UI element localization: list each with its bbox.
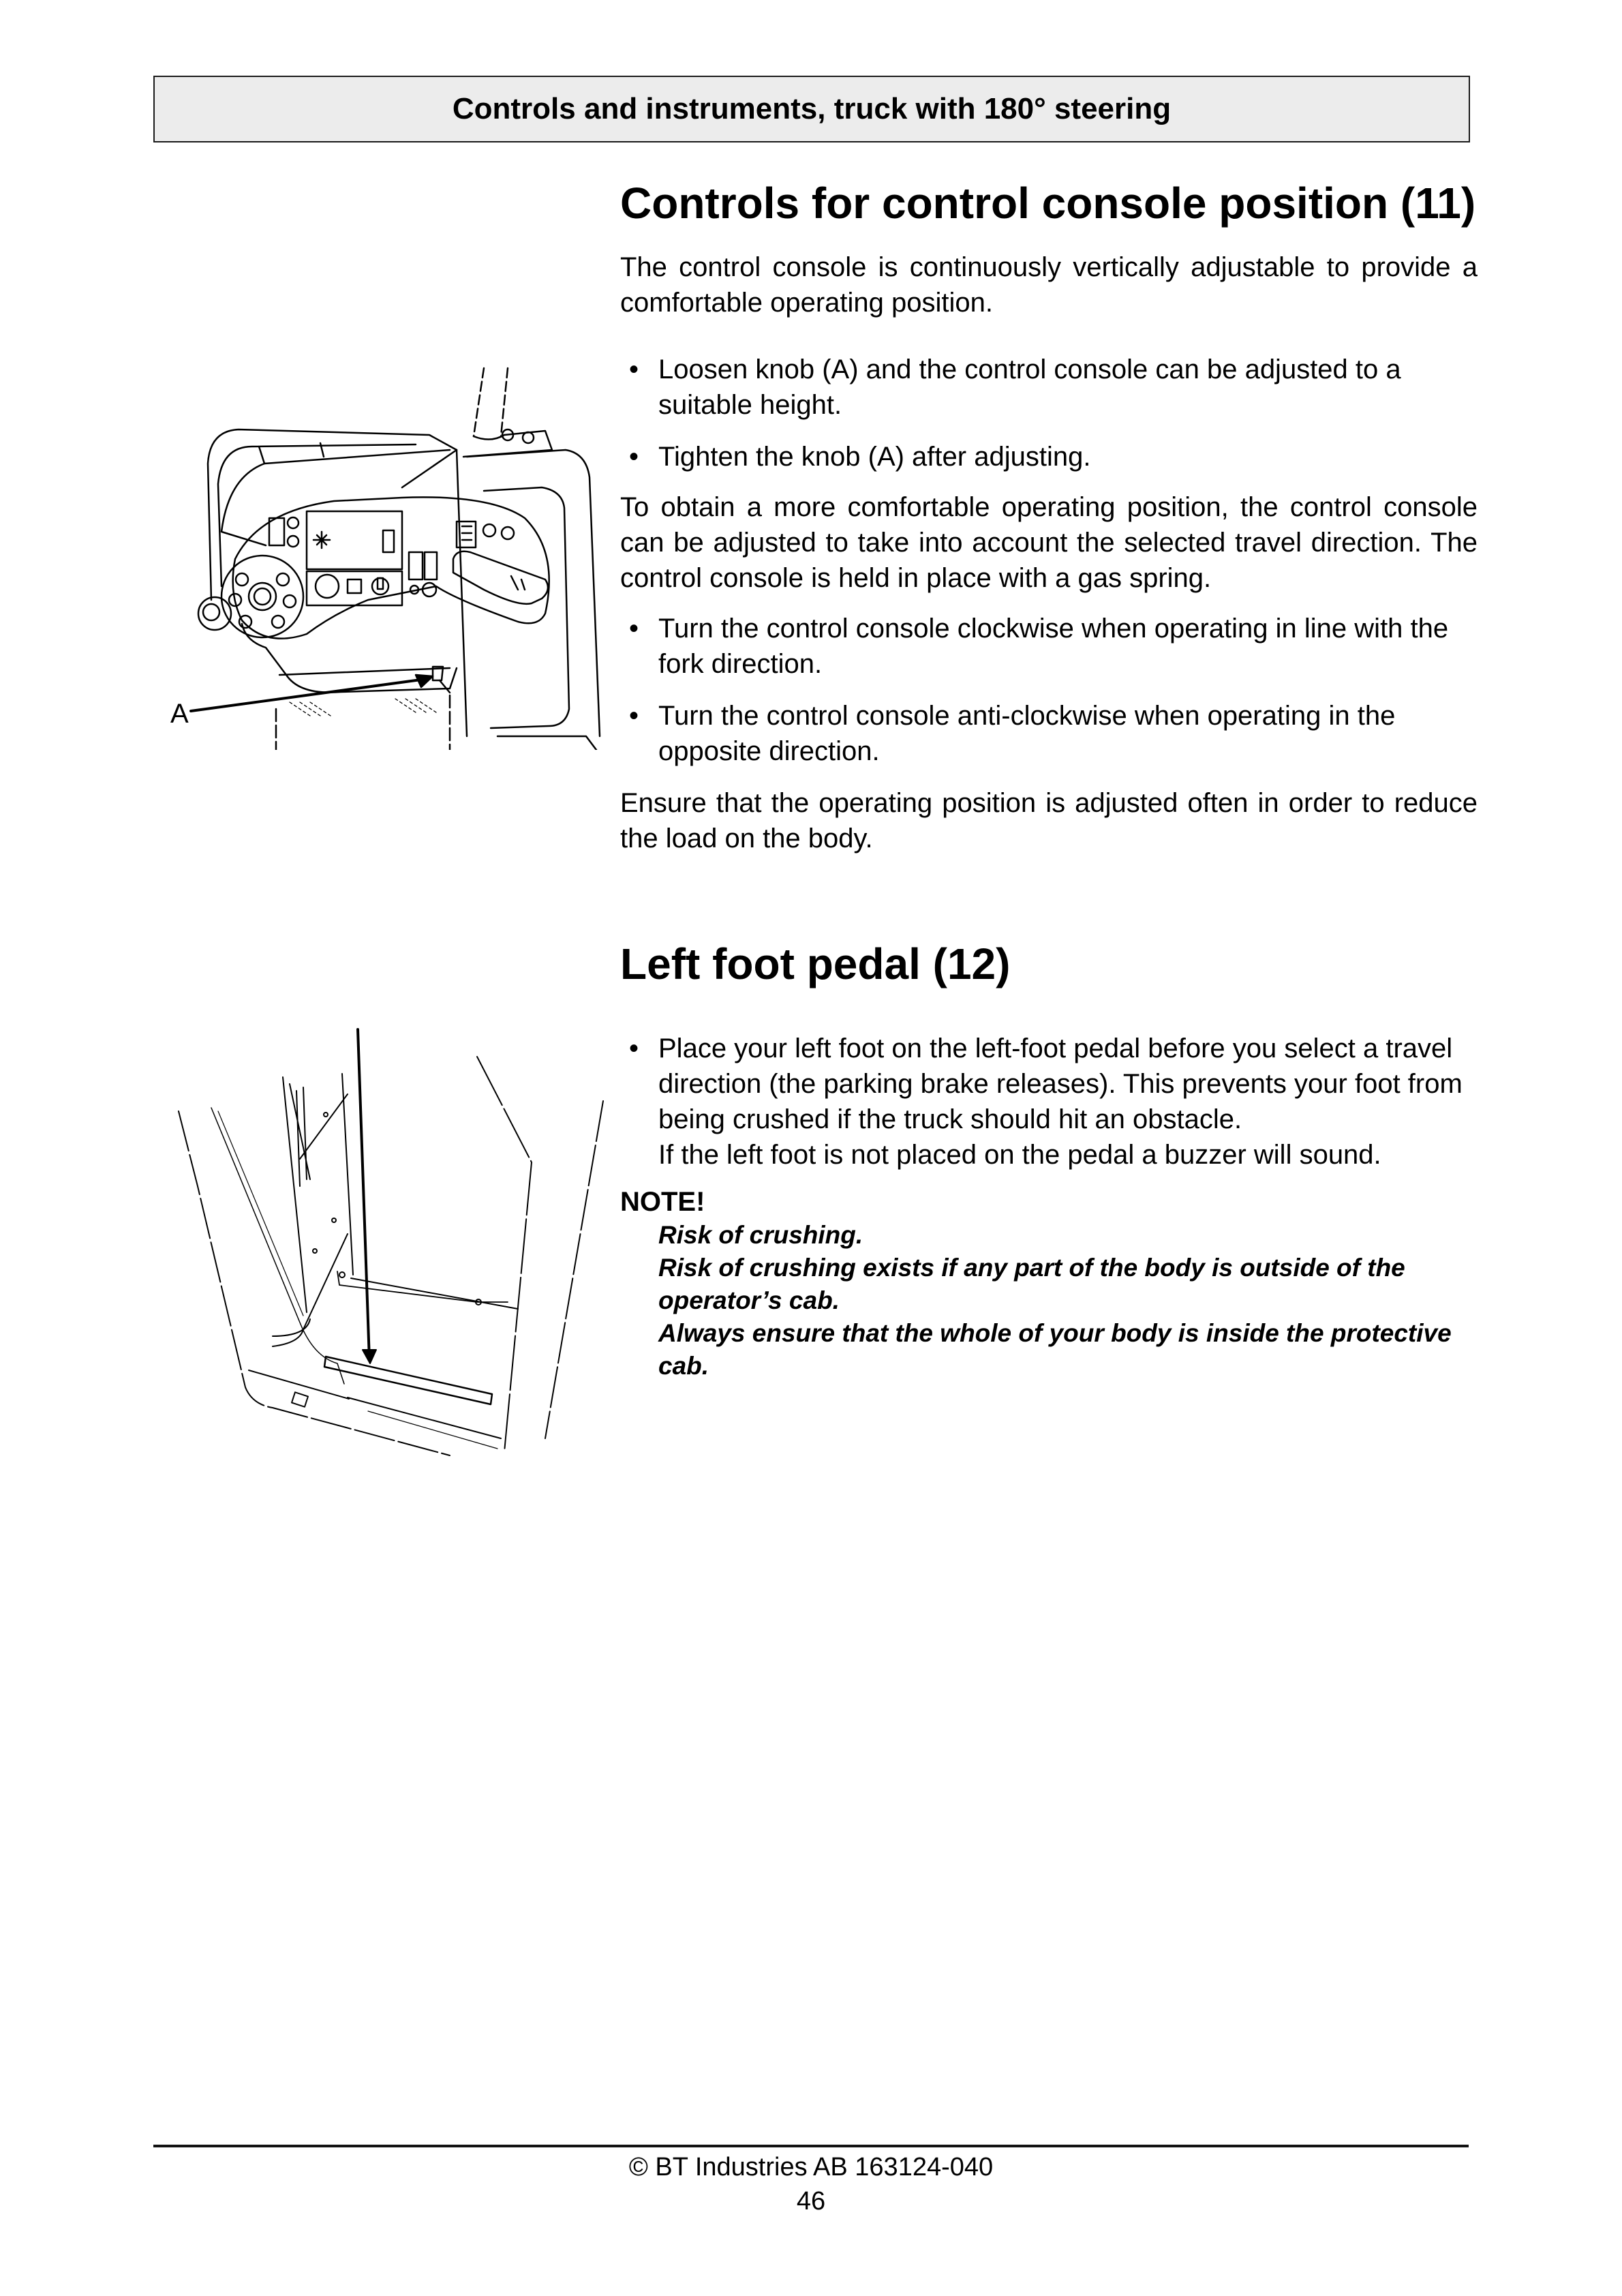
list-item bbox=[620, 352, 1478, 423]
footer-copyright: © BT Industries AB 163124-040 bbox=[628, 2153, 994, 2181]
list-item bbox=[620, 439, 1478, 474]
bullet-followup-text: If the left foot is not placed on the pedal a buzzer will sound. bbox=[658, 1139, 1381, 1170]
bullet-followup bbox=[620, 1137, 1478, 1173]
bullet-icon: • bbox=[628, 441, 639, 472]
console-drawing-icon bbox=[164, 354, 613, 750]
bullet-icon: • bbox=[628, 700, 639, 731]
bullet-text: Turn the control console anti-clockwise when operating in the opposite direction. bbox=[658, 700, 1396, 766]
pedal-drawing-icon bbox=[164, 1016, 613, 1459]
section1-heading: Controls for control console position (11) bbox=[620, 179, 1476, 228]
control-console-illustration bbox=[164, 354, 613, 750]
list-item bbox=[620, 698, 1478, 769]
note-block bbox=[620, 1185, 1478, 1383]
bullet-text: Tighten the knob (A) after adjusting. bbox=[658, 441, 1091, 472]
section1-intro: The control console is continuously vertically adjustable to provide a comfortable operating position. bbox=[620, 252, 1478, 318]
note-line: Risk of crushing. bbox=[658, 1220, 863, 1249]
list-item bbox=[620, 1031, 1478, 1137]
bullet-icon: • bbox=[628, 1033, 639, 1063]
section1-paragraph3: Ensure that the operating position is adjusted often in order to reduce the load on the body. bbox=[620, 787, 1478, 854]
note-line: Risk of crushing exists if any part of the body is outside of the operator’s cab. bbox=[658, 1253, 1405, 1314]
note-title: NOTE! bbox=[620, 1186, 705, 1217]
section1-paragraph2: To obtain a more comfortable operating position, the control console can be adjusted to take into account the selected travel direction. The control console is held in place with a gas spring. bbox=[620, 492, 1478, 593]
section-left-foot-pedal bbox=[620, 939, 1478, 1383]
page-header-banner bbox=[153, 76, 1470, 142]
left-foot-pedal-illustration bbox=[164, 1016, 613, 1459]
footer-divider bbox=[153, 2145, 1469, 2147]
list-item bbox=[620, 611, 1478, 682]
note-line: Always ensure that the whole of your body is inside the protective cab. bbox=[658, 1318, 1452, 1380]
bullet-icon: • bbox=[628, 613, 639, 644]
page-number: 46 bbox=[796, 2187, 826, 2216]
bullet-text: Turn the control console clockwise when operating in line with the fork direction. bbox=[658, 613, 1449, 679]
bullet-icon: • bbox=[628, 354, 639, 384]
section-controls-console bbox=[620, 179, 1478, 856]
bullet-text: Loosen knob (A) and the control console can be adjusted to a suitable height. bbox=[658, 354, 1401, 420]
section2-heading: Left foot pedal (12) bbox=[620, 939, 1011, 988]
callout-label-a: A bbox=[170, 699, 189, 729]
header-title: Controls and instruments, truck with 180° steering bbox=[452, 92, 1172, 125]
bullet-text: Place your left foot on the left-foot pedal before you select a travel direction (the parking brake releases). This prevents your foot from being crushed if the truck should hit an obstacle. bbox=[658, 1033, 1463, 1134]
